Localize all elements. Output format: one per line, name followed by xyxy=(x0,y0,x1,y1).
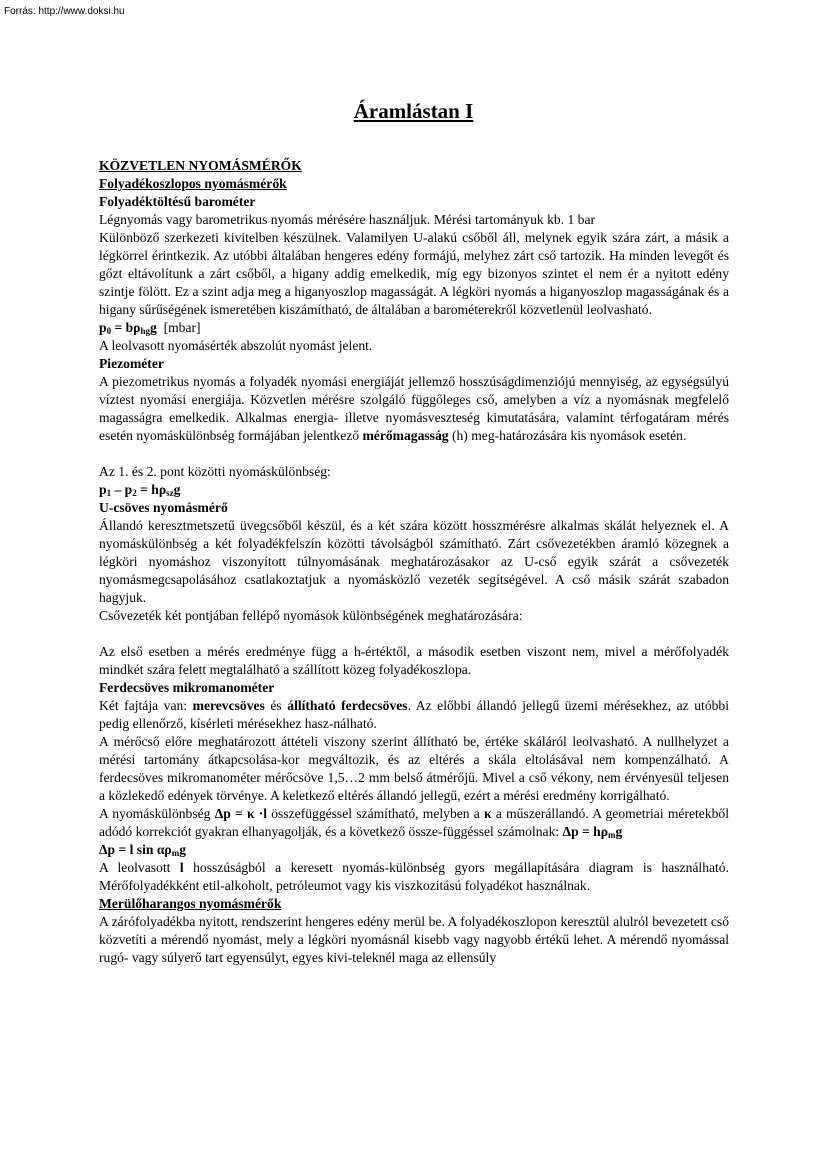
ferdecsoves-paragraph-2: A mérőcső előre meghatározott áttételi viszony szerint állítható be, értéke skáláról leolvasható. A nullhelyzet a mérési tartomány átkapcsolása-kor megváltozik, és az eltérés a skála eltolásával nem kompenzálható. A ferdecsöves mikromanométer mérőcsöve 1,5…2 mm belső átmérőjű. Mivel a cső vékony, nem érvényesül teljesen a közlekedő edények törvénye. A keletkező eltérés állandó jellegű, ezért a mérési eredmény korrigálható. xyxy=(99,734,729,803)
heading-piezometer: Piezométer xyxy=(99,356,164,371)
heading-barometer: Folyadéktöltésű barométer xyxy=(99,194,256,209)
subsection-heading-folyadekoszlopos: Folyadékoszlopos nyomásmérők xyxy=(99,176,287,191)
source-note: Forrás: http://www.doksi.hu xyxy=(4,6,125,17)
heading-ferdecsoves: Ferdecsöves mikromanométer xyxy=(99,680,275,695)
u-csoves-paragraph-2: Csővezeték két pontjában fellépő nyomások különbségének meghatározására: xyxy=(99,608,523,623)
page-title: Áramlástan I xyxy=(353,99,474,123)
section-heading-kozvetlen: KÖZVETLEN NYOMÁSMÉRŐK xyxy=(99,158,302,173)
barometer-paragraph-2: Különböző szerkezeti kivitelben készülnek. Valamilyen U-alakú csőből áll, melynek egyik szára zárt, a másik a légkörrel érintkezik. Az utóbbi általában hengeres edény formájú, melyhez zárt cső tartozik. Ha minden levegőt és gőzt eltávolítunk a zárt csőből, a higany addig emelkedik, míg egy bizonyos szintet el nem ér a nyitott edény szintje fölött. Ez a szint adja meg a higanyoszlop magasságát. A légköri nyomás a higanyoszlop magasságának és a higany sűrűségének ismeretében kiszámítható, de általában a barométerekről közvetlenül leolvasható. xyxy=(99,230,729,317)
piezometer-paragraph-2: Az 1. és 2. pont közötti nyomáskülönbség: xyxy=(99,464,331,479)
piezometer-paragraph-1: A piezometrikus nyomás a folyadék nyomási energiáját jellemző hosszúságdimenziójú mennyiség, az egységsúlyú víztest nyomási energiája. Közvetlen mérésre szolgáló függőleges cső, amelyben a víz a nyomásnak megfelelő magasságra emelkedik. Alkalmas energia- illetve nyomásveszteség kimutatására, valamint térfogatáram mérés esetén nyomáskülönbség formájában jelentkező mérőmagasság (h) meg-határozására kis nyomások esetén. xyxy=(99,374,729,443)
ferdecsoves-paragraph-1: Két fajtája van: merevcsöves és állítható ferdecsöves. Az előbbi állandó jellegű üzemi mérésekhez, az utóbbi pedig ellenőrző, kísérleti mérésekhez hasz-nálható. xyxy=(99,698,729,731)
u-csoves-paragraph-1: Állandó keresztmetszetű üvegcsőből készül, és a két szára között hosszmérésre alkalmas skálát helyeznek el. A nyomáskülönbség a két folyadékfelszín közötti távolságból számítható. Zárt csővezetékben áramló közegnek a légköri nyomáshoz viszonyított túlnyomásának meghatározásakor az U-cső egyik szárát a csővezeték nyomásmegcsapolásához csatlakoztatjuk a nyomásközlő vezeték segítségével. A cső másik szárát szabadon hagyjuk. xyxy=(99,518,729,605)
barometer-paragraph-1: Légnyomás vagy barometrikus nyomás mérésére használjuk. Mérési tartományuk kb. 1 bar xyxy=(99,212,596,227)
formula-unit: [mbar] xyxy=(163,320,201,335)
ferdecsoves-paragraph-4: A leolvasott l hosszúságból a keresett nyomás-különbség gyors megállapítására diagram is használható. Mérőfolyadékként etil-alkoholt, petróleumot vagy kis viszkozitású folyadékot használnak. xyxy=(99,860,730,893)
subsection-heading-merulo: Merülőharangos nyomásmérők xyxy=(99,896,282,911)
heading-u-csoves: U-csöves nyomásmérő xyxy=(99,500,228,515)
formula-piezometer: $p_1 - p_2 = h\rho_{sz}g$ xyxy=(99,482,181,498)
formula-barometer: $p_0 = b\rho_{hg}g$ [mbar] xyxy=(99,320,201,336)
u-csoves-paragraph-3: Az első esetben a mérés eredménye függ a h-értéktől, a második esetben viszont nem, mivel a mérőfolyadék mindkét szára felett megtalálható a szállított közeg folyadékoszlopa. xyxy=(99,644,729,677)
document-body xyxy=(99,157,729,967)
ferdecsoves-paragraph-3: A nyomáskülönbség Δp = κ ·l összefüggéssel számítható, melyben a κ a műszerállandó. A geometriai méretekből adódó korrekciót gyakran elhanyagolják, és a következő össze-függéssel számolnak: $\Delta p = h\rho_mg$ xyxy=(99,806,729,840)
barometer-paragraph-3: A leolvasott nyomásérték abszolút nyomást jelent. xyxy=(99,338,373,353)
merulo-paragraph-1: A zárófolyadékba nyitott, rendszerint hengeres edény merül be. A folyadékoszlopon keresztül alulról bevezetett cső közvetíti a mérendő nyomást, mely a légköri nyomásnál kisebb vagy nagyobb értékű lehet. A mérendő nyomással rugó- vagy súlyerő tart egyensúlyt, egyes kivi-teleknél maga az ellensúly xyxy=(99,914,729,965)
formula-ferdecsoves: Δp = l $\sin \alpha\rho_mg$ xyxy=(99,842,186,858)
